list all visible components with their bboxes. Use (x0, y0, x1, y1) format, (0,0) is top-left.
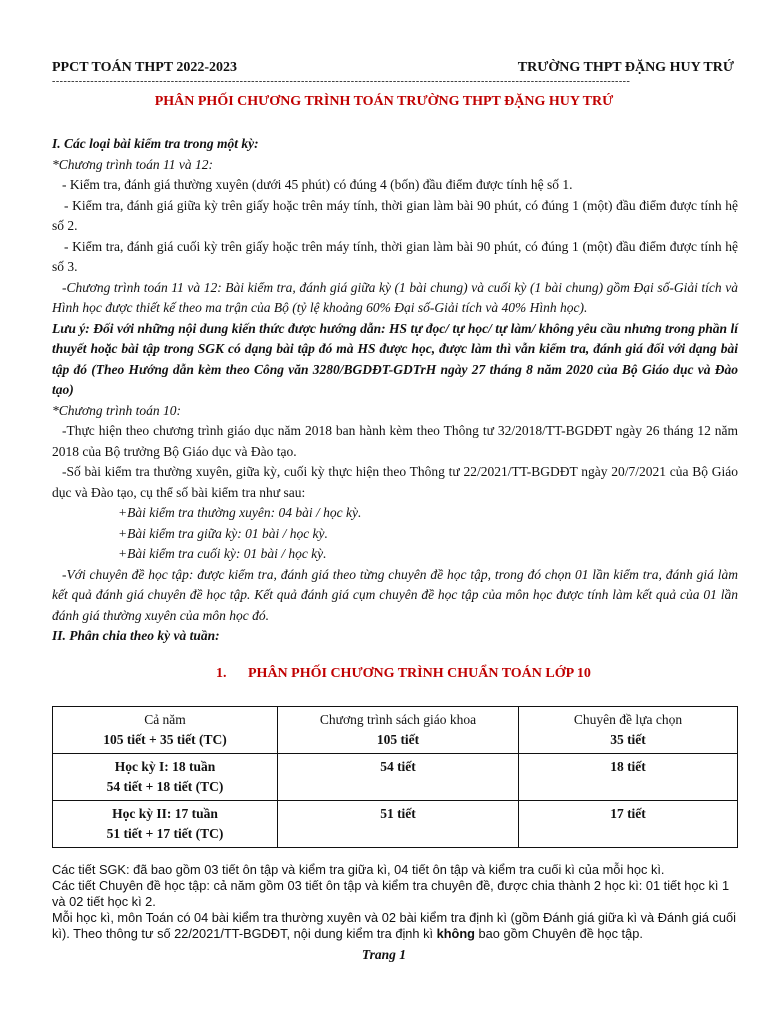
header-separator: ------------------------------------------------------------------------------------------------------------------------------------------------------- (52, 78, 631, 86)
header-left: PPCT TOÁN THPT 2022-2023 (52, 60, 238, 75)
term-periods: 51 tiết + 17 tiết (TC) (106, 826, 224, 841)
table-notes (52, 862, 742, 942)
header-cell-label: Chương trình sách giáo khoa (319, 712, 477, 727)
header-cell-topics (519, 707, 738, 754)
note-textbook-periods: Các tiết SGK: đã bao gồm 03 tiết ôn tập và kiểm tra giữa kì, 04 tiết ôn tập và kiểm tra cuối kì của mỗi học kì. (52, 862, 665, 877)
note-assessments (52, 910, 742, 942)
subsection-title-text: PHÂN PHỐI CHƯƠNG TRÌNH CHUẨN TOÁN LỚP 10 (248, 666, 591, 681)
bullet-matrix-note: -Chương trình toán 11 và 12: Bài kiểm tra, đánh giá giữa kỳ (1 bài chung) và cuối kỳ (1 bài chung) gồm Đại số-Giải tích và Hình học được thiết kế theo ma trận của Bộ (tỷ lệ khoảng 60% Đại số-Giải tích và 40% Hình học). (52, 279, 738, 315)
bullet-final-test: - Kiểm tra, đánh giá cuối kỳ trên giấy hoặc trên máy tính, thời gian làm bài 90 phút, có đúng 1 (một) đầu điểm được tính hệ số 3. (52, 238, 738, 274)
note-topic-periods: Các tiết Chuyên đề học tập: cả năm gồm 03 tiết ôn tập và kiểm tra chuyên đề, được chia thành 2 học kì: 01 tiết học kì 1 và 02 tiết học kì 2. (52, 878, 730, 909)
document-title: PHÂN PHỐI CHƯƠNG TRÌNH TOÁN TRƯỜNG THPT ĐẶNG HUY TRỨ (154, 94, 614, 109)
row-term-cell (53, 754, 278, 801)
header-cell-textbook (278, 707, 519, 754)
bullet-topic-assessment: -Với chuyên đề học tập: được kiểm tra, đánh giá theo từng chuyên đề học tập, trong đó chọn 01 lần kiểm tra, đánh giá làm kết quả đánh giá chuyên đề học tập. Kết quả đánh giá cụm chuyên đề học tập của môn học được tính làm kết quả của 01 lần đánh giá thường xuyên của môn học đó. (52, 566, 738, 623)
page-number: Trang 1 (361, 947, 407, 962)
bullet-test-count: -Số bài kiểm tra thường xuyên, giữa kỳ, cuối kỳ thực hiện theo Thông tư 22/2021/TT-BGDĐT ngày 20/7/2021 của Bộ Giáo dục và Đào tạo, cụ thể số bài kiểm tra như sau: (52, 464, 738, 500)
header-cell-label: Cả năm (144, 712, 186, 727)
section-1 (52, 134, 738, 647)
header-cell-value: 35 tiết (610, 732, 646, 747)
subsection-title (216, 666, 591, 682)
bullet-regular-test: - Kiểm tra, đánh giá thường xuyên (dưới 45 phút) có đúng 4 (bốn) đầu điểm được tính hệ số 1. (62, 177, 573, 192)
subsection-number: 1. (216, 666, 227, 681)
schedule-table (52, 706, 738, 848)
table-row (53, 801, 738, 848)
row-textbook-cell: 51 tiết (278, 801, 519, 848)
group-11-12-label: *Chương trình toán 11 và 12: (52, 156, 213, 172)
row-textbook-cell: 54 tiết (278, 754, 519, 801)
table-row (53, 754, 738, 801)
sub-regular-tests: +Bài kiểm tra thường xuyên: 04 bài / học kỳ. (118, 505, 362, 520)
bullet-midterm-test: - Kiểm tra, đánh giá giữa kỳ trên giấy hoặc trên máy tính, thời gian làm bài 90 phút, có đúng 1 (một) đầu điểm được tính hệ số 2. (52, 197, 738, 233)
note-assessments-end: bao gồm Chuyên đề học tập. (475, 926, 643, 941)
note-assessments-emphasis: không (436, 926, 475, 941)
sub-final-tests: +Bài kiểm tra cuối kỳ: 01 bài / học kỳ. (118, 546, 327, 561)
header-cell-value: 105 tiết (376, 732, 420, 747)
bullet-program-2018: -Thực hiện theo chương trình giáo dục năm 2018 ban hành kèm theo Thông tư 32/2018/TT-BGDĐT ngày 26 tháng 12 năm 2018 của Bộ trưởng Bộ Giáo dục và Đào tạo. (52, 423, 738, 459)
header-right: TRƯỜNG THPT ĐẶNG HUY TRỨ (517, 60, 734, 75)
header-cell-year (53, 707, 278, 754)
row-topics-cell: 17 tiết (519, 801, 738, 848)
term-label: Học kỳ I: 18 tuần (114, 759, 216, 774)
row-topics-cell: 18 tiết (519, 754, 738, 801)
header-cell-label: Chuyên đề lựa chọn (573, 712, 683, 727)
table-header-row (53, 707, 738, 754)
term-label: Học kỳ II: 17 tuần (112, 806, 218, 821)
section-1-heading: I. Các loại bài kiểm tra trong một kỳ: (52, 136, 259, 151)
note-assessments-text: Mỗi học kì, môn Toán có 04 bài kiểm tra thường xuyên và 02 bài kiểm tra định kì (gồm Đánh giá giữa kì và Đánh giá cuối kì). Theo thông tư số 22/2021/TT-BGDĐT, nội dung kiểm tra định kì (52, 910, 736, 941)
important-note: Lưu ý: Đối với những nội dung kiến thức được hướng dẫn: HS tự đọc/ tự học/ tự làm/ không yêu cầu nhưng trong phần lí thuyết hoặc bài tập trong SGK có dạng bài tập đó mà HS được học, được làm thì vẫn kiểm tra, đánh giá đối với dạng bài tập đó (Theo Hướng dẫn kèm theo Công văn 3280/BGDĐT-GDTrH ngày 27 tháng 8 năm 2020 của Bộ Giáo dục và Đào tạo) (52, 320, 738, 397)
term-periods: 54 tiết + 18 tiết (TC) (106, 779, 224, 794)
section-2-heading: II. Phân chia theo kỳ và tuần: (52, 628, 220, 643)
page-header (52, 60, 734, 80)
group-10-label: *Chương trình toán 10: (52, 402, 181, 418)
sub-midterm-tests: +Bài kiểm tra giữa kỳ: 01 bài / học kỳ. (118, 525, 328, 541)
row-term-cell (53, 801, 278, 848)
header-cell-value: 105 tiết + 35 tiết (TC) (103, 732, 227, 747)
